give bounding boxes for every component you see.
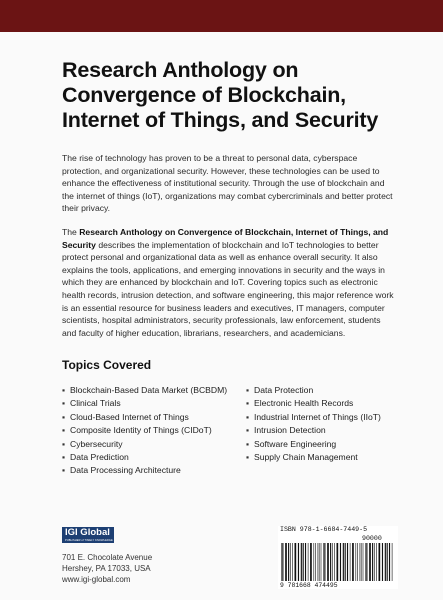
- barcode-bar: [298, 543, 299, 581]
- barcode-bar: [290, 543, 291, 581]
- topic-item: ▪ Data Prediction: [62, 451, 227, 464]
- barcode-bar: [387, 543, 388, 581]
- address-line: Hershey, PA 17033, USA: [62, 564, 151, 573]
- barcode-bar: [281, 543, 282, 581]
- barcode-bar: [352, 543, 354, 581]
- topics-heading: Topics Covered: [62, 358, 152, 372]
- bullet-icon: ▪: [62, 385, 66, 395]
- address-line: 701 E. Chocolate Avenue: [62, 553, 153, 562]
- barcode-bar: [332, 543, 333, 581]
- topic-item: ▪ Data Processing Architecture: [62, 464, 227, 477]
- bullet-icon: ▪: [246, 438, 250, 449]
- barcode-bar: [365, 543, 366, 581]
- isbn-label: ISBN 978-1-6684-7449-5: [280, 526, 368, 533]
- barcode-bar: [292, 543, 293, 581]
- barcode-bar: [363, 543, 364, 581]
- publisher-address: [62, 552, 152, 585]
- description-book-title: Research Anthology on Convergence of Blockchain, Internet of Things, and Security: [62, 227, 389, 250]
- barcode-bar: [345, 543, 346, 581]
- barcode-bar: [366, 543, 367, 581]
- description-paragraph: [62, 226, 396, 339]
- topic-item: ▪ Cloud-Based Internet of Things: [62, 411, 227, 424]
- address-line: www.igi-global.com: [62, 575, 131, 584]
- topic-item: ▪ Intrusion Detection: [246, 424, 381, 437]
- barcode-bar: [315, 543, 316, 581]
- barcode-bar: [343, 543, 344, 581]
- book-title: [62, 58, 402, 133]
- topic-item: ▪ Blockchain-Based Data Market (BCBDM): [62, 384, 227, 397]
- topic-item: ▪ Clinical Trials: [62, 397, 227, 410]
- barcode-bars-icon: [280, 543, 396, 581]
- barcode-bar: [318, 543, 319, 581]
- barcode-bar: [285, 543, 287, 581]
- barcode-bar: [319, 543, 320, 581]
- barcode-bar: [369, 543, 371, 581]
- barcode-bar: [308, 543, 309, 581]
- barcode-bar: [392, 543, 393, 581]
- barcode-bar: [360, 543, 361, 581]
- top-color-band: [0, 0, 443, 32]
- barcode-bar: [323, 543, 324, 581]
- barcode-bar: [340, 543, 341, 581]
- bullet-icon: ▪: [62, 411, 66, 422]
- barcode-bar: [337, 543, 339, 581]
- barcode-ean-digits: 9 781668 474495: [280, 582, 338, 589]
- topic-item: ▪ Software Engineering: [246, 438, 381, 451]
- barcode-bar: [374, 543, 375, 581]
- topic-item: ▪ Data Protection: [246, 384, 381, 397]
- barcode-bar: [327, 543, 329, 581]
- description-body: describes the implementation of blockchain and IoT technologies to better protect personal and organizational data as well as enhance overall security. It also explains the tools, applications, and emerging innovations in security and the ways in which they are enhanced by blockchain and IoT. Covering topics such as electronic health records, intrusion detection, and software engineering, this major reference work is an essential resource for business leaders and executives, IT managers, computer scientists, hospital administrators, security professionals, law enforcement, students and faculty of higher education, librarians, researchers, and academicians.: [62, 239, 394, 338]
- barcode-bar: [288, 543, 289, 581]
- barcode-bar: [357, 543, 358, 581]
- bullet-icon: ▪: [246, 452, 250, 463]
- topic-item: ▪ Supply Chain Management: [246, 451, 381, 464]
- bullet-icon: ▪: [62, 465, 66, 476]
- barcode-bar: [282, 543, 283, 581]
- bullet-icon: ▪: [62, 398, 66, 409]
- topics-list-left: [62, 384, 227, 478]
- barcode-bar: [379, 543, 381, 581]
- topic-item: ▪ Composite Identity of Things (CIDoT): [62, 424, 227, 437]
- barcode-bar: [310, 543, 312, 581]
- barcode-bar: [389, 543, 390, 581]
- bullet-icon: ▪: [62, 452, 66, 463]
- barcode-bar: [334, 543, 335, 581]
- title-line: Internet of Things, and Security: [62, 108, 379, 132]
- barcode-bar: [385, 543, 386, 581]
- barcode-addon-digits: 90000: [362, 535, 382, 542]
- barcode-bar: [347, 543, 348, 581]
- barcode-bar: [321, 543, 322, 581]
- barcode-bar: [324, 543, 325, 581]
- barcode-bar: [330, 543, 331, 581]
- barcode-bar: [372, 543, 373, 581]
- barcode-bar: [301, 543, 302, 581]
- isbn-barcode: [278, 526, 398, 589]
- title-line: Research Anthology on: [62, 58, 299, 82]
- barcode-bar: [303, 543, 304, 581]
- barcode-bar: [350, 543, 351, 581]
- bullet-icon: ▪: [246, 385, 250, 395]
- barcode-bar: [361, 543, 362, 581]
- bullet-icon: ▪: [246, 425, 250, 436]
- publisher-logo-tagline: PUBLISHER of TIMELY KNOWLEDGE: [65, 539, 113, 542]
- intro-paragraph: The rise of technology has proven to be a threat to personal data, cyberspace protection, and organizational security. However, these technologies can be used to enhance the effectiveness of institutional security. Through the use of blockchain and the internet of things (IoT), organizations may combat cybercriminals and better protect their privacy.: [62, 153, 393, 214]
- bullet-icon: ▪: [246, 398, 250, 409]
- description-prefix: The: [62, 227, 80, 237]
- barcode-bar: [382, 543, 383, 581]
- barcode-bar: [314, 543, 315, 581]
- publisher-logo-text: IGI Global: [65, 527, 110, 538]
- barcode-bar: [305, 543, 306, 581]
- bullet-icon: ▪: [62, 438, 66, 449]
- topics-list-right: [246, 384, 381, 464]
- barcode-bar: [376, 543, 377, 581]
- topic-item: ▪ Industrial Internet of Things (IIoT): [246, 411, 381, 424]
- barcode-bar: [295, 543, 297, 581]
- barcode-bar: [356, 543, 357, 581]
- topic-item: ▪ Electronic Health Records: [246, 397, 381, 410]
- topic-item: ▪ Cybersecurity: [62, 438, 227, 451]
- bullet-icon: ▪: [62, 425, 66, 436]
- publisher-logo: [62, 527, 114, 543]
- title-line: Convergence of Blockchain,: [62, 83, 346, 107]
- bullet-icon: ▪: [246, 411, 250, 422]
